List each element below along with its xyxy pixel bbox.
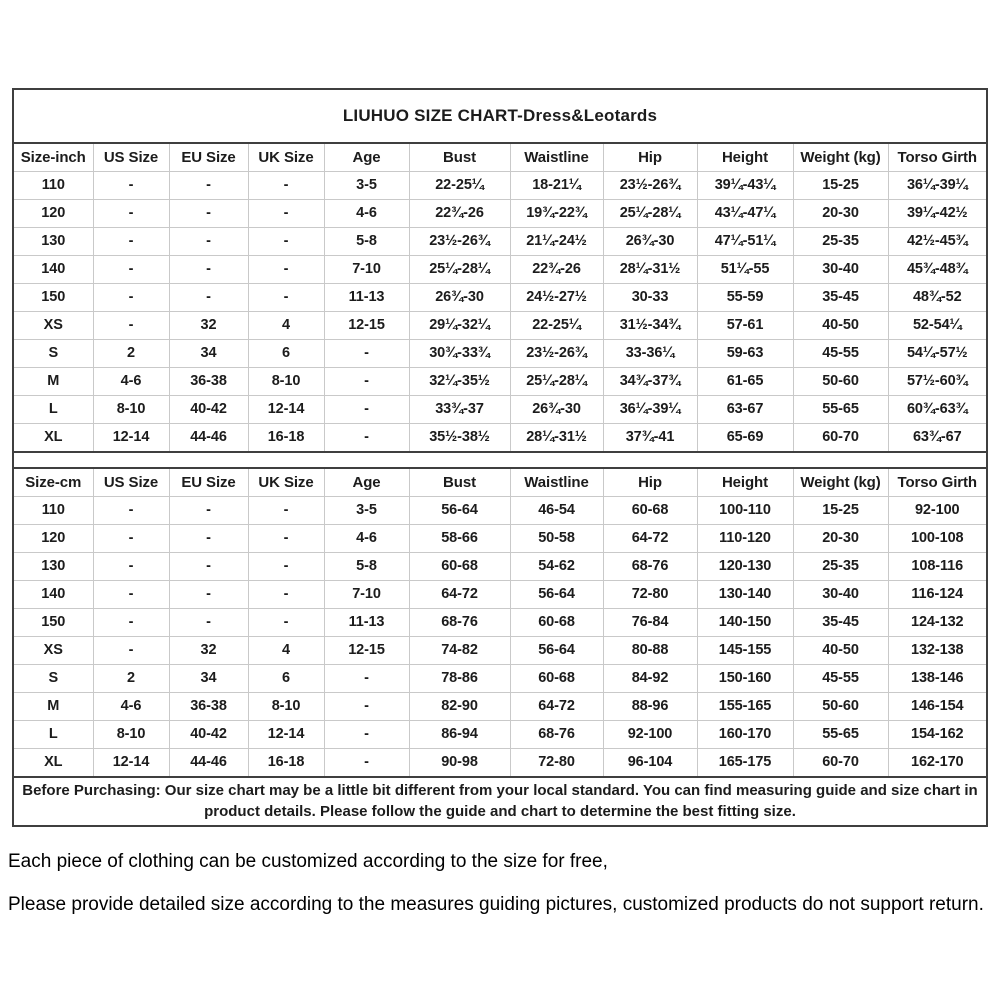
table-cell: 4-6: [93, 693, 169, 721]
table-cell: 25-35: [793, 228, 888, 256]
table-cell: 12-14: [248, 396, 324, 424]
table-cell: 15-25: [793, 172, 888, 200]
table-cell: -: [248, 172, 324, 200]
table-cell: 65-69: [697, 424, 793, 453]
table-cell: 2: [93, 340, 169, 368]
table-cell: 35-45: [793, 284, 888, 312]
table-row: [14, 609, 986, 637]
table-cell: 72-80: [510, 749, 603, 778]
table-cell: 44-46: [169, 749, 248, 778]
table-cell: -: [93, 200, 169, 228]
table-cell: 90-98: [409, 749, 510, 778]
table-cell: -: [169, 228, 248, 256]
table-cell: 26¾-30: [603, 228, 697, 256]
table-cell: 8-10: [93, 396, 169, 424]
header-cell: Bust: [409, 143, 510, 172]
header-cell: Hip: [603, 468, 697, 497]
header-cell: US Size: [93, 468, 169, 497]
table-cell: -: [93, 284, 169, 312]
table-cell: 61-65: [697, 368, 793, 396]
table-cell: 40-50: [793, 637, 888, 665]
table-cell: -: [93, 497, 169, 525]
table-cell: -: [169, 609, 248, 637]
table-cell: -: [248, 200, 324, 228]
table-cell: -: [248, 256, 324, 284]
size-label-cell: XS: [14, 637, 93, 665]
table-cell: 28¼-31½: [603, 256, 697, 284]
table-row: [14, 312, 986, 340]
table-cell: 64-72: [409, 581, 510, 609]
table-cell: -: [93, 609, 169, 637]
table-cell: 25¼-28¼: [510, 368, 603, 396]
table-cell: 60-68: [510, 665, 603, 693]
table-gap: [14, 453, 986, 467]
table-cell: 33¾-37: [409, 396, 510, 424]
table-cell: -: [324, 340, 409, 368]
table-cell: 22¾-26: [409, 200, 510, 228]
table-cell: 72-80: [603, 581, 697, 609]
table-cell: 34: [169, 665, 248, 693]
table-row: [14, 284, 986, 312]
table-cell: 5-8: [324, 228, 409, 256]
table-cell: 19¾-22¾: [510, 200, 603, 228]
table-cell: 24½-27½: [510, 284, 603, 312]
size-chart-panel: [12, 88, 988, 827]
table-cell: 34: [169, 340, 248, 368]
table-cell: 12-15: [324, 312, 409, 340]
header-cell: Weight (kg): [793, 143, 888, 172]
table-cell: 23½-26¾: [603, 172, 697, 200]
table-cell: 51¼-55: [697, 256, 793, 284]
table-cell: 100-110: [697, 497, 793, 525]
table-cell: 25¼-28¼: [409, 256, 510, 284]
table-row: [14, 228, 986, 256]
table-cell: 30¾-33¾: [409, 340, 510, 368]
table-cell: 32: [169, 637, 248, 665]
size-table-cm: [14, 467, 986, 778]
table-cell: -: [324, 665, 409, 693]
table-cell: 68-76: [603, 553, 697, 581]
table-cell: -: [169, 525, 248, 553]
table-cell: 22¾-26: [510, 256, 603, 284]
size-label-cell: 130: [14, 228, 93, 256]
customization-notes: [8, 848, 994, 934]
table-cell: 18-21¼: [510, 172, 603, 200]
table-cell: 36-38: [169, 693, 248, 721]
table-cell: 36¼-39¼: [888, 172, 986, 200]
table-cell: 3-5: [324, 172, 409, 200]
size-label-cell: 150: [14, 609, 93, 637]
table-row: [14, 525, 986, 553]
table-cell: 22-25¼: [409, 172, 510, 200]
table-cell: -: [93, 553, 169, 581]
size-label-cell: 110: [14, 172, 93, 200]
table-cell: 15-25: [793, 497, 888, 525]
table-cell: 57½-60¾: [888, 368, 986, 396]
table-cell: -: [169, 256, 248, 284]
table-cell: 56-64: [409, 497, 510, 525]
table-cell: 43¼-47¼: [697, 200, 793, 228]
table-row: [14, 200, 986, 228]
header-cell: Bust: [409, 468, 510, 497]
table-cell: 52-54¼: [888, 312, 986, 340]
table-cell: -: [93, 581, 169, 609]
table-cell: 48¾-52: [888, 284, 986, 312]
size-label-cell: S: [14, 665, 93, 693]
table-cell: 40-42: [169, 721, 248, 749]
table-cell: 8-10: [248, 368, 324, 396]
table-cell: 5-8: [324, 553, 409, 581]
table-cell: 40-42: [169, 396, 248, 424]
table-cell: -: [169, 172, 248, 200]
table-cell: -: [248, 581, 324, 609]
table-cell: 60-68: [603, 497, 697, 525]
header-cell: Waistline: [510, 468, 603, 497]
table-row: [14, 693, 986, 721]
table-row: [14, 256, 986, 284]
size-label-cell: XS: [14, 312, 93, 340]
table-cell: 60-68: [510, 609, 603, 637]
table-cell: 50-60: [793, 693, 888, 721]
table-row: [14, 497, 986, 525]
table-cell: 92-100: [888, 497, 986, 525]
table-cell: 39¼-43¼: [697, 172, 793, 200]
table-body-cm: [14, 497, 986, 778]
table-cell: -: [324, 424, 409, 453]
before-purchasing-note: Before Purchasing: Our size chart may be a little bit different from your local standard. You can find measuring guide and size chart in product details. Please follow the guide and chart to determine the best fitting size.: [22, 782, 978, 820]
table-cell: 26¾-30: [510, 396, 603, 424]
customization-note-line1: Each piece of clothing can be customized according to the size for free,: [8, 851, 608, 872]
table-cell: 37¾-41: [603, 424, 697, 453]
table-cell: 108-116: [888, 553, 986, 581]
size-label-cell: M: [14, 368, 93, 396]
table-cell: 78-86: [409, 665, 510, 693]
size-label-cell: S: [14, 340, 93, 368]
table-cell: 55-59: [697, 284, 793, 312]
table-cell: 16-18: [248, 749, 324, 778]
table-row: [14, 637, 986, 665]
table-cell: 54-62: [510, 553, 603, 581]
table-cell: 12-14: [248, 721, 324, 749]
table-cell: -: [324, 693, 409, 721]
table-cell: 33-36¼: [603, 340, 697, 368]
size-label-cell: 120: [14, 525, 93, 553]
table-row: [14, 665, 986, 693]
size-label-cell: 140: [14, 581, 93, 609]
size-label-cell: 130: [14, 553, 93, 581]
table-cell: 30-33: [603, 284, 697, 312]
table-cell: 162-170: [888, 749, 986, 778]
size-label-cell: L: [14, 396, 93, 424]
table-cell: 30-40: [793, 581, 888, 609]
header-cell: UK Size: [248, 468, 324, 497]
table-cell: 47¼-51¼: [697, 228, 793, 256]
table-cell: 8-10: [248, 693, 324, 721]
table-cell: -: [169, 200, 248, 228]
table-cell: 64-72: [603, 525, 697, 553]
table-cell: 11-13: [324, 284, 409, 312]
table-cell: 110-120: [697, 525, 793, 553]
header-cell: Height: [697, 143, 793, 172]
table-cell: 32: [169, 312, 248, 340]
table-cell: -: [324, 721, 409, 749]
table-cell: -: [248, 525, 324, 553]
table-cell: 7-10: [324, 581, 409, 609]
table-cell: 165-175: [697, 749, 793, 778]
table-cell: 45-55: [793, 665, 888, 693]
table-cell: 57-61: [697, 312, 793, 340]
table-cell: -: [248, 553, 324, 581]
table-cell: 55-65: [793, 396, 888, 424]
size-label-cell: 140: [14, 256, 93, 284]
table-cell: 54¼-57½: [888, 340, 986, 368]
table-cell: -: [93, 256, 169, 284]
table-cell: 58-66: [409, 525, 510, 553]
table-cell: 34¾-37¾: [603, 368, 697, 396]
table-cell: -: [169, 284, 248, 312]
table-cell: 11-13: [324, 609, 409, 637]
table-cell: -: [248, 497, 324, 525]
table-cell: 35½-38½: [409, 424, 510, 453]
table-row: [14, 581, 986, 609]
size-chart-title: LIUHUO SIZE CHART-Dress&Leotards: [342, 106, 658, 125]
size-label-cell: 150: [14, 284, 93, 312]
table-cell: 4: [248, 312, 324, 340]
table-cell: 8-10: [93, 721, 169, 749]
table-cell: 55-65: [793, 721, 888, 749]
table-cell: 56-64: [510, 581, 603, 609]
size-label-cell: 110: [14, 497, 93, 525]
table-cell: 145-155: [697, 637, 793, 665]
table-cell: -: [93, 312, 169, 340]
table-cell: 74-82: [409, 637, 510, 665]
header-cell: EU Size: [169, 468, 248, 497]
table-cell: 6: [248, 340, 324, 368]
table-row: [14, 368, 986, 396]
table-cell: 86-94: [409, 721, 510, 749]
size-table-inch: [14, 142, 986, 453]
table-cell: 100-108: [888, 525, 986, 553]
table-cell: 39¼-42½: [888, 200, 986, 228]
table-cell: 150-160: [697, 665, 793, 693]
customization-note-line2: Please provide detailed size according to the measures guiding pictures, customized products do not support return.: [8, 894, 984, 915]
table-cell: -: [248, 609, 324, 637]
table-cell: 25-35: [793, 553, 888, 581]
header-cell: US Size: [93, 143, 169, 172]
table-cell: -: [93, 525, 169, 553]
table-cell: 44-46: [169, 424, 248, 453]
header-cell: Size-cm: [14, 468, 93, 497]
table-cell: 140-150: [697, 609, 793, 637]
table-cell: 28¼-31½: [510, 424, 603, 453]
table-cell: 23½-26¾: [510, 340, 603, 368]
table-cell: -: [93, 228, 169, 256]
table-cell: 12-14: [93, 424, 169, 453]
size-label-cell: XL: [14, 749, 93, 778]
table-cell: 68-76: [409, 609, 510, 637]
table-cell: 12-14: [93, 749, 169, 778]
header-cell: Hip: [603, 143, 697, 172]
header-row-cm: [14, 468, 986, 497]
table-body-inch: [14, 172, 986, 453]
table-cell: 154-162: [888, 721, 986, 749]
table-cell: 20-30: [793, 200, 888, 228]
table-cell: 63¾-67: [888, 424, 986, 453]
table-cell: 60-70: [793, 424, 888, 453]
table-cell: 35-45: [793, 609, 888, 637]
table-cell: 124-132: [888, 609, 986, 637]
table-cell: -: [169, 497, 248, 525]
table-row: [14, 749, 986, 778]
table-cell: 36¼-39¼: [603, 396, 697, 424]
table-cell: 50-58: [510, 525, 603, 553]
size-label-cell: M: [14, 693, 93, 721]
table-row: [14, 721, 986, 749]
table-cell: 120-130: [697, 553, 793, 581]
table-cell: 88-96: [603, 693, 697, 721]
table-cell: 64-72: [510, 693, 603, 721]
table-cell: -: [324, 368, 409, 396]
table-row: [14, 172, 986, 200]
table-cell: 130-140: [697, 581, 793, 609]
table-cell: 45¾-48¾: [888, 256, 986, 284]
table-cell: -: [324, 396, 409, 424]
table-cell: 84-92: [603, 665, 697, 693]
table-cell: -: [324, 749, 409, 778]
table-cell: 20-30: [793, 525, 888, 553]
table-cell: 60-70: [793, 749, 888, 778]
table-cell: 31½-34¾: [603, 312, 697, 340]
table-cell: 80-88: [603, 637, 697, 665]
header-cell: Torso Girth: [888, 143, 986, 172]
table-cell: 60-68: [409, 553, 510, 581]
table-cell: 146-154: [888, 693, 986, 721]
header-cell: EU Size: [169, 143, 248, 172]
header-cell: Height: [697, 468, 793, 497]
header-cell: UK Size: [248, 143, 324, 172]
table-cell: 56-64: [510, 637, 603, 665]
header-cell: Torso Girth: [888, 468, 986, 497]
table-cell: 25¼-28¼: [603, 200, 697, 228]
table-cell: 7-10: [324, 256, 409, 284]
table-cell: 22-25¼: [510, 312, 603, 340]
table-cell: 4-6: [324, 525, 409, 553]
table-cell: 60¾-63¾: [888, 396, 986, 424]
size-label-cell: XL: [14, 424, 93, 453]
table-cell: -: [93, 172, 169, 200]
table-cell: 46-54: [510, 497, 603, 525]
table-cell: 68-76: [510, 721, 603, 749]
table-cell: 6: [248, 665, 324, 693]
table-cell: 42½-45¾: [888, 228, 986, 256]
header-cell: Age: [324, 143, 409, 172]
table-cell: 59-63: [697, 340, 793, 368]
header-cell: Age: [324, 468, 409, 497]
table-cell: 63-67: [697, 396, 793, 424]
table-cell: 92-100: [603, 721, 697, 749]
table-cell: 4-6: [93, 368, 169, 396]
table-cell: -: [93, 637, 169, 665]
table-cell: -: [248, 284, 324, 312]
table-row: [14, 553, 986, 581]
table-cell: 45-55: [793, 340, 888, 368]
header-cell: Waistline: [510, 143, 603, 172]
table-cell: -: [169, 581, 248, 609]
size-label-cell: L: [14, 721, 93, 749]
table-cell: 26¾-30: [409, 284, 510, 312]
size-label-cell: 120: [14, 200, 93, 228]
table-cell: 16-18: [248, 424, 324, 453]
header-cell: Weight (kg): [793, 468, 888, 497]
table-cell: 30-40: [793, 256, 888, 284]
table-cell: 155-165: [697, 693, 793, 721]
table-cell: 32¼-35½: [409, 368, 510, 396]
header-row-inch: [14, 143, 986, 172]
table-row: [14, 340, 986, 368]
table-cell: 96-104: [603, 749, 697, 778]
table-cell: 50-60: [793, 368, 888, 396]
table-cell: 4-6: [324, 200, 409, 228]
table-cell: 76-84: [603, 609, 697, 637]
table-cell: 29¼-32¼: [409, 312, 510, 340]
table-cell: 160-170: [697, 721, 793, 749]
header-cell: Size-inch: [14, 143, 93, 172]
table-cell: 132-138: [888, 637, 986, 665]
table-cell: 23½-26¾: [409, 228, 510, 256]
table-cell: 2: [93, 665, 169, 693]
table-cell: 138-146: [888, 665, 986, 693]
table-cell: 12-15: [324, 637, 409, 665]
table-cell: 4: [248, 637, 324, 665]
table-cell: 40-50: [793, 312, 888, 340]
table-cell: 116-124: [888, 581, 986, 609]
table-cell: -: [169, 553, 248, 581]
table-cell: -: [248, 228, 324, 256]
table-cell: 82-90: [409, 693, 510, 721]
table-cell: 3-5: [324, 497, 409, 525]
table-cell: 21¼-24½: [510, 228, 603, 256]
table-cell: 36-38: [169, 368, 248, 396]
table-row: [14, 396, 986, 424]
table-row: [14, 424, 986, 453]
